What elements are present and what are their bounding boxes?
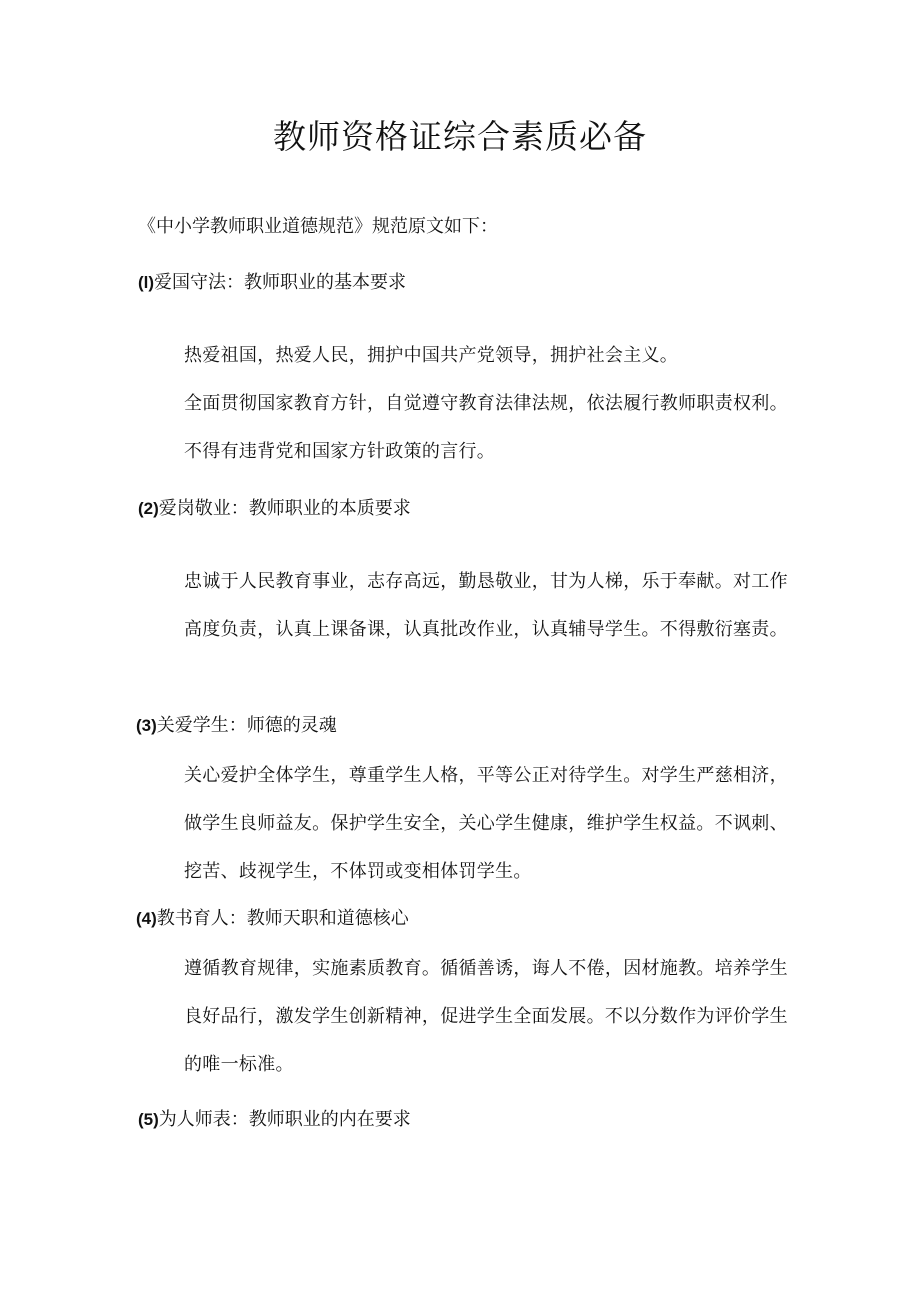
section-number: (l): [138, 273, 155, 292]
section-heading-4: [136, 904, 409, 934]
section-4-paragraph-1: 遵循教育规律，实施素质教育。循循善诱，诲人不倦，因材施教。培养学生良好品行，激发学生创新精神，促进学生全面发展。不以分数作为评价学生的唯一标准。: [184, 958, 788, 1075]
section-number: (5): [138, 1110, 159, 1129]
section-title: 爱国守法：教师职业的基本要求: [154, 272, 407, 293]
section-heading-1: [138, 268, 406, 298]
section-number: (4): [136, 909, 157, 928]
section-3-paragraph-1: 关心爱护全体学生，尊重学生人格，平等公正对待学生。对学生严慈相济，做学生良师益友。保护学生安全，关心学生健康，维护学生权益。不讽刺、挖苦、歧视学生，不体罚或变相体罚学生。: [184, 765, 788, 882]
section-number: (3): [136, 716, 157, 735]
page-title: 教师资格证综合素质必备: [273, 117, 647, 156]
section-title: 为人师表：教师职业的内在要求: [158, 1109, 411, 1130]
section-title: 关爱学生：师德的灵魂: [156, 715, 337, 736]
section-number: (2): [138, 499, 159, 518]
section-heading-5: [138, 1105, 411, 1135]
section-1-paragraph-1: 热爱祖国，热爱人民，拥护中国共产党领导，拥护社会主义。: [184, 345, 679, 366]
section-1-paragraph-2: 全面贯彻国家教育方针，自觉遵守教育法律法规，依法履行教师职责权利。不得有违背党和国家方针政策的言行。: [184, 393, 788, 462]
section-title: 教书育人：教师天职和道德核心: [156, 908, 409, 929]
section-2-paragraph-1: 忠诚于人民教育事业，志存高远，勤恳敬业，甘为人梯，乐于奉献。对工作高度负责，认真上课备课，认真批改作业，认真辅导学生。不得敷衍塞责。: [184, 571, 788, 640]
section-title: 爱岗敬业：教师职业的本质要求: [158, 498, 411, 519]
intro-text: 《中小学教师职业道德规范》规范原文如下：: [138, 216, 498, 237]
section-heading-2: [138, 494, 411, 524]
section-heading-3: [136, 711, 337, 741]
